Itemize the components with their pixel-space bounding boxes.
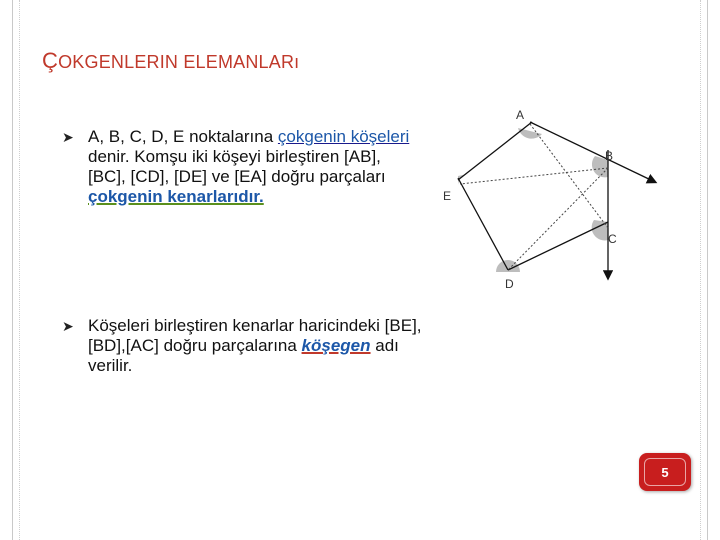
link-diagonal[interactable]: köşegen: [301, 336, 371, 355]
bullet2-text-a: Köşeleri birleştiren kenarlar haricindeki [BE],[BD],[AC] doğru parçalarına: [88, 316, 422, 355]
vertex-label-a: A: [516, 108, 525, 122]
bullet2-text-b: adı verilir.: [88, 336, 399, 375]
link-vertices[interactable]: çokgenin köşeleri: [277, 127, 410, 146]
right-decorative-border: [693, 0, 708, 540]
edge-ea: [458, 122, 532, 180]
bullet-vertices-edges: [62, 127, 423, 207]
bullet-diagonals: [62, 316, 433, 376]
diagonal-ac: [530, 124, 608, 228]
bullet1-text-a: A, B, C, D, E noktalarına: [88, 127, 278, 146]
link-edges[interactable]: çokgenin kenarlarıdır.: [88, 187, 264, 206]
page-number: 5: [661, 464, 669, 480]
diagonal-be: [460, 168, 608, 184]
vertex-label-d: D: [505, 277, 514, 291]
bullet-arrow-icon: ➤: [62, 129, 74, 145]
page-number-badge: [639, 453, 691, 491]
vertex-label-e: E: [443, 189, 452, 203]
bullet1-text-b: denir. Komşu iki köşeyi birleştiren [AB], [BC], [CD], [DE] ve [EA] doğru parçaları: [88, 147, 386, 186]
vertex-label-c: C: [608, 232, 617, 246]
left-decorative-border: [12, 0, 27, 540]
edge-ab: [530, 122, 655, 182]
diagonal-bd: [508, 168, 608, 270]
pentagon-diagram: [430, 100, 665, 300]
bullet-arrow-icon: ➤: [62, 318, 74, 334]
vertex-label-b: B: [605, 149, 614, 163]
slide-title: ÇOKGENLERIN ELEMANLARı: [42, 48, 300, 73]
edge-de: [458, 178, 508, 270]
edge-cd: [508, 222, 608, 270]
